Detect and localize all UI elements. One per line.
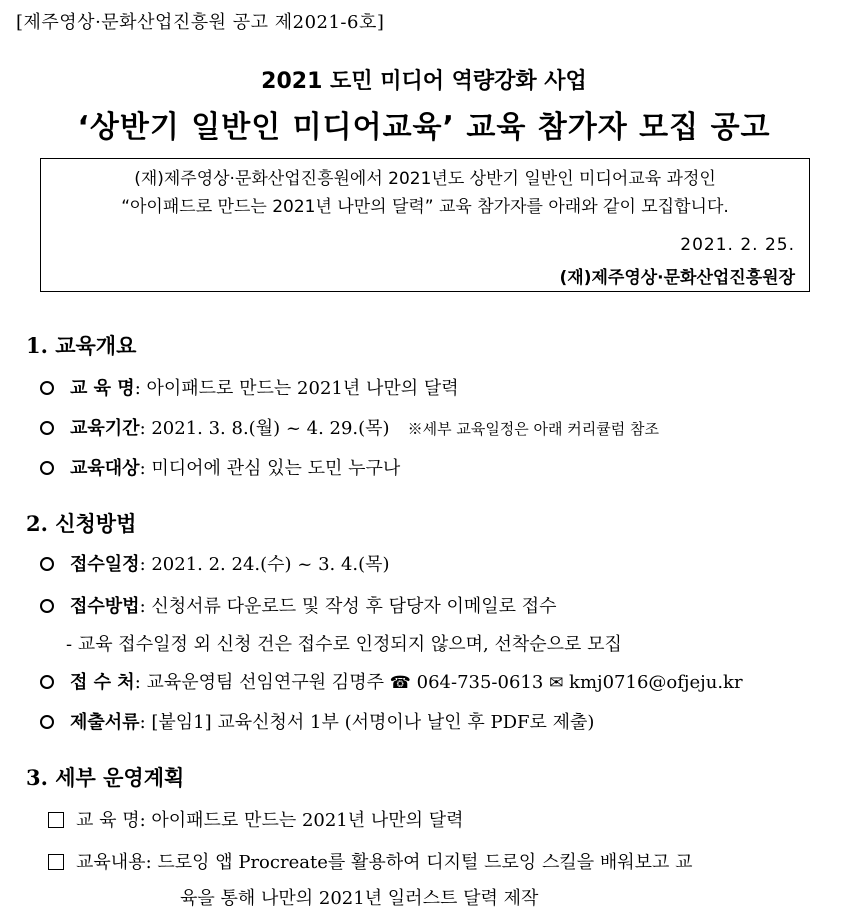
- issuing-organization: (재)제주영상·문화산업진흥원장: [559, 268, 795, 288]
- notice-date: 2021. 2. 25.: [680, 235, 795, 255]
- item-value: : [붙임1] 교육신청서 1부 (서명이나 날인 후 PDF로 제출): [139, 712, 595, 733]
- circle-bullet-icon: [40, 421, 54, 435]
- square-bullet-icon: [48, 812, 64, 828]
- circle-bullet-icon: [40, 381, 54, 395]
- application-item-documents: [40, 708, 594, 734]
- intro-line-2: “아이패드로 만드는 2021년 나만의 달력” 교육 참가자를 아래와 같이 모집합니다.: [121, 197, 729, 217]
- section-title-application: 2. 신청방법: [26, 511, 137, 536]
- square-bullet-icon: [48, 854, 64, 870]
- item-value: : 신청서류 다운로드 및 작성 후 담당자 이메일로 접수: [139, 596, 557, 617]
- item-label: 접수방법: [70, 596, 140, 617]
- phone-icon: ☎: [389, 673, 411, 693]
- circle-bullet-icon: [40, 599, 54, 613]
- application-subnote: - 교육 접수일정 외 신청 건은 접수로 인정되지 않으며, 선착순으로 모집: [66, 634, 622, 655]
- circle-bullet-icon: [40, 715, 54, 729]
- item-label: 교육기간: [70, 418, 140, 439]
- item-value: : 교육운영팀 선임연구원 김명주: [134, 672, 384, 693]
- item-label: 접수일정: [70, 554, 140, 575]
- document-subtitle: 2021 도민 미디어 역량강화 사업: [261, 69, 587, 94]
- item-label: 제출서류: [70, 712, 140, 733]
- plan-item-name: [48, 806, 464, 832]
- item-label: 접 수 처: [70, 672, 135, 693]
- item-value: : 2021. 3. 8.(월) ~ 4. 29.(목): [139, 418, 390, 439]
- overview-item-name: [40, 374, 459, 400]
- overview-item-target: [40, 454, 400, 480]
- envelope-icon: ✉: [549, 673, 564, 693]
- intro-box: [40, 158, 810, 292]
- item-label: 교육내용: [76, 852, 146, 873]
- item-value: : 2021. 2. 24.(수) ~ 3. 4.(목): [139, 554, 390, 575]
- plan-item-content: [48, 848, 693, 874]
- application-item-method: [40, 592, 557, 618]
- item-value: : 미디어에 관심 있는 도민 누구나: [139, 458, 401, 479]
- section-title-plan: 3. 세부 운영계획: [26, 765, 185, 790]
- circle-bullet-icon: [40, 557, 54, 571]
- circle-bullet-icon: [40, 461, 54, 475]
- plan-item-content-continuation: 육을 통해 나만의 2021년 일러스트 달력 제작: [180, 888, 539, 909]
- section-title-overview: 1. 교육개요: [26, 333, 137, 358]
- item-value: : 아이패드로 만드는 2021년 나만의 달력: [134, 378, 459, 399]
- document-title: ‘상반기 일반인 미디어교육’ 교육 참가자 모집 공고: [77, 110, 771, 145]
- intro-line-1: (재)제주영상·문화산업진흥원에서 2021년도 상반기 일반인 미디어교육 과정인: [134, 169, 716, 189]
- item-label: 교 육 명: [70, 378, 135, 399]
- schedule-note: ※세부 교육일정은 아래 커리큘럼 참조: [407, 420, 660, 438]
- contact-email[interactable]: kmj0716@ofjeju.kr: [569, 672, 743, 693]
- intro-text: [41, 165, 809, 221]
- item-label: 교육대상: [70, 458, 140, 479]
- circle-bullet-icon: [40, 675, 54, 689]
- overview-item-period: [40, 414, 659, 440]
- notice-number: [제주영상·문화산업진흥원 공고 제2021-6호]: [16, 12, 385, 33]
- item-value: : 아이패드로 만드는 2021년 나만의 달력: [139, 810, 464, 831]
- application-item-schedule: [40, 550, 390, 576]
- application-item-contact: [40, 668, 743, 694]
- contact-phone[interactable]: 064-735-0613: [416, 672, 544, 693]
- item-label: 교 육 명: [76, 810, 140, 831]
- item-value: : 드로잉 앱 Procreate를 활용하여 디지털 드로잉 스킬을 배워보고 교: [145, 852, 693, 873]
